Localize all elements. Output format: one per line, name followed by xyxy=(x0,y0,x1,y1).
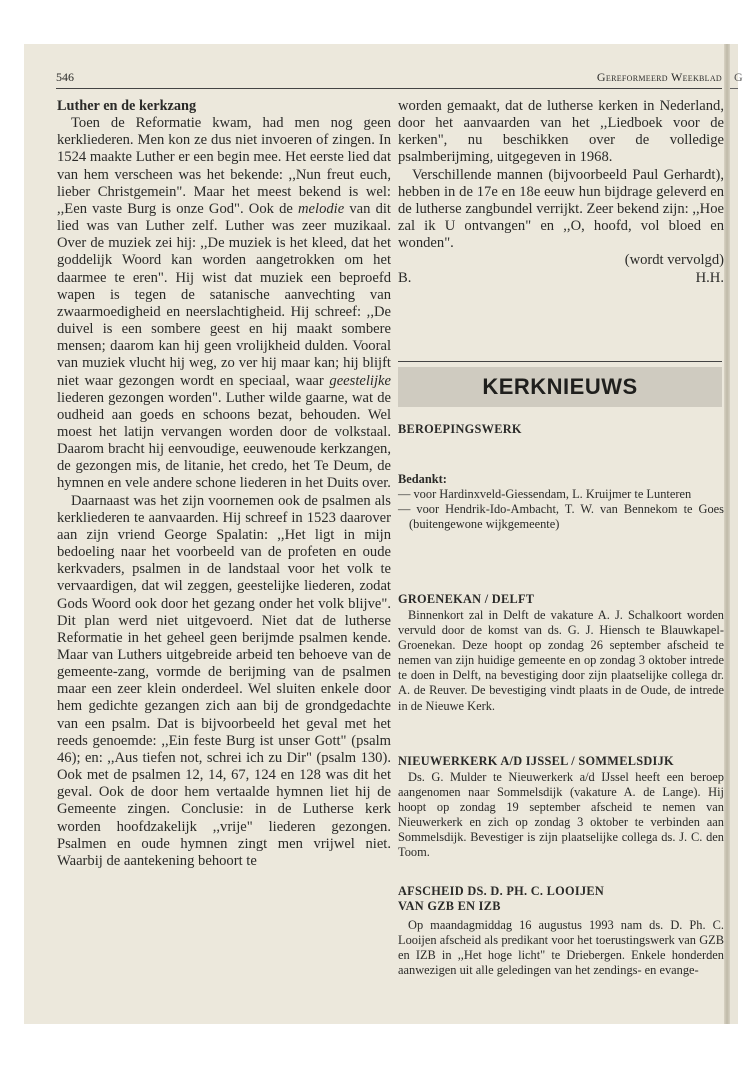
next-page-edge xyxy=(730,44,743,1024)
italic-melodie: melodie xyxy=(298,200,345,217)
signature-right: H.H. xyxy=(695,269,724,286)
article-paragraph-3: worden gemaakt, dat de lutherse kerken in Nederland, door het aanvaarden van het ,,Liedboek voor de kerken", nu beschikken over de volledige psalmberijming, uitgegeven in 1968. xyxy=(398,98,724,166)
header-rule xyxy=(56,88,722,89)
bedankt-section xyxy=(398,472,724,532)
kerknieuws-banner: KERKNIEUWS xyxy=(398,367,722,407)
article-paragraph-4: Verschillende mannen (bijvoorbeeld Paul Gerhardt), hebben in de 17e en 18e eeuw hun bijdrage geleverd en de lutherse zangbundel verrijkt. Zeer bekend zijn: ,,Hoe zal ik U ontvangen" en ,,O, hoofd, vol bloed en wonden". xyxy=(398,166,724,252)
bedankt-item-2: — voor Hendrik-Ido-Ambacht, T. W. van Bennekom te Goes (buitengewone wijkgemeente) xyxy=(398,502,724,532)
bedankt-item-1: — voor Hardinxveld-Giessendam, L. Kruijmer te Lunteren xyxy=(398,487,692,502)
article-paragraph-2: Daarnaast was het zijn voornemen ook de psalmen als kerkliederen te aanvaarden. Hij schreef in 1523 daarover aan zijn vriend George Spalatin: ,,Het ligt in mijn bedoeling naar het voorbeeld van de profeten en oude kerkvaders, psalmen in de landstaal voor het volk te vervaardigen, dat wil zeggen, geestelijke liederen, zodat Gods Woord ook door het gezang onder het volk blijve". Dit plan werd niet uitgevoerd. Niet dat de lutherse Reformatie in het geheel geen berijmde psalmen kende. Maar van Luthers uitgebreide arbeid ten behoeve van de gemeente-zang, vormde de berijming van de psalmen maar een zeer klein onderdeel. Wel sluiten enkele door hem gedichte gezangen zich aan bij de grondgedachte van een psalm. Dat is bijvoorbeeld het geval met het reeds genoemde: ,,Ein feste Burg ist unser Gott" (psalm 46); en: ,,Aus tiefen not, schrei ich zu Dir" (psalm 130). Ook met de psalmen 12, 14, 67, 124 en 128 was dit het geval. Ook de door hem vertaalde hymnen liet hij de Gemeente zingen. Conclusie: in de Lutherse kerk worden hoofdzakelijk ,,vrije" liederen gezongen. Psalmen en oude hymnen zingt men vrijwel niet. Waarbij de aantekening behoort te xyxy=(57,492,391,869)
afscheid-text: Op maandagmiddag 16 augustus 1993 nam ds. D. Ph. C. Looijen afscheid als predikant voor het toerustingswerk van GZB en IZB in ,,Het hoge licht" te Driebergen. Enkele honderden aanwezigen uit alle geledingen van het zendings- en evange- xyxy=(398,918,724,978)
article-heading: Luther en de kerkzang xyxy=(57,98,197,114)
nieuwerkerk-heading: NIEUWERKERK A/D IJSSEL / SOMMELSDIJK xyxy=(398,754,674,768)
kerknieuws-rule-top xyxy=(398,361,722,362)
magazine-page xyxy=(24,44,743,1024)
signature xyxy=(398,270,724,287)
groenekan-heading: GROENEKAN / DELFT xyxy=(398,592,535,606)
para1-text: Toen de Reformatie kwam, had men nog geen kerkliederen. Men kon ze dus niet invoeren of zingen. In 1524 maakte Luther er een begin mee. Het eerste lied dat van hem verscheen was het bekende: ,,Nun freut euch, lieber Christgemein". Maar het meest bekend is wel: ,,Een vaste Burg is onze God". Ook de xyxy=(57,115,391,217)
bedankt-label: Bedankt: xyxy=(398,472,447,486)
afscheid-heading-line-2: VAN GZB EN IZB xyxy=(398,899,501,913)
continued-note: (wordt vervolgd) xyxy=(624,252,724,269)
italic-geestelijke: geestelijke xyxy=(329,372,391,389)
next-page-header-letter: G xyxy=(734,70,743,84)
article-paragraph-1 xyxy=(57,115,391,492)
groenekan-text: Binnenkort zal in Delft de vakature A. J. Schalkoort worden vervuld door de komst van ds. G. J. Hiensch te Blauwkapel-Groenekan. Deze hoopt op zondag 26 september afscheid te nemen van zijn huidige gemeente en op zondag 3 oktober intrede te doen in Delft, na bevestiging door zijn plaatselijke collega dr. A. de Reuver. De bevestiging vindt plaats in de Oude, de intrede in de Nieuwe Kerk. xyxy=(398,608,724,713)
article-column-1 xyxy=(57,98,391,870)
afscheid-heading-line-1: AFSCHEID DS. D. PH. C. LOOIJEN xyxy=(398,884,605,898)
groenekan-section xyxy=(398,608,724,714)
para1c-text: liederen gezongen worden". Luther wilde gaarne, wat de oudheid aan goeds en schoons bezat, behouden. Wel moest het latijn vervangen worden door de volkstaal. Daarom bracht hij eenvoudige, eeuwenoude kerkzangen, de gezongen mis, de litanie, het credo, het Te Deum, de hymnen en vele andere schone liederen in het Duits over. xyxy=(57,389,391,492)
afscheid-heading xyxy=(398,884,724,914)
signature-left: B. xyxy=(398,269,412,286)
beroepingswerk-heading: BEROEPINGSWERK xyxy=(398,422,522,436)
nieuwerkerk-section xyxy=(398,770,724,861)
next-page-rule xyxy=(730,88,738,89)
article-column-2 xyxy=(398,98,724,287)
page-number: 546 xyxy=(56,70,74,84)
nieuwerkerk-text: Ds. G. Mulder te Nieuwerkerk a/d IJssel heeft een beroep aangenomen naar Sommelsdijk (vakature A. de Lange). Hij hoopt op zondag 19 september afscheid te nemen van Nieuwerkerk en zich op zondag 3 oktober te verbinden aan Sommelsdijk. Bevestiger is zijn plaatselijke collega ds. J. C. den Toom. xyxy=(398,770,724,860)
afscheid-section xyxy=(398,918,724,978)
publication-title: Gereformeerd Weekblad xyxy=(596,70,722,84)
para1b-text: van dit lied was van Luther zelf. Luther was zeer muzikaal. Over de muziek zei hij: ,,De muziek is het kleed, dat het goddelijk Woord kan worden aangetrokken om het daarmee te eren". Hij wist dat muziek een beproefd wapen is tegen de satanische aanvechting van zwaarmoedigheid en neerslachtigheid. Hij schreef: ,,De duivel is een sombere geest en hij maakt sombere mensen; daarom kan hij geen vrolijkheid dulden. Vooral van muziek vlucht hij weg, zo ver hij maar kan; hij blijft niet waar gezongen wordt en speciaal, waar xyxy=(57,200,391,389)
